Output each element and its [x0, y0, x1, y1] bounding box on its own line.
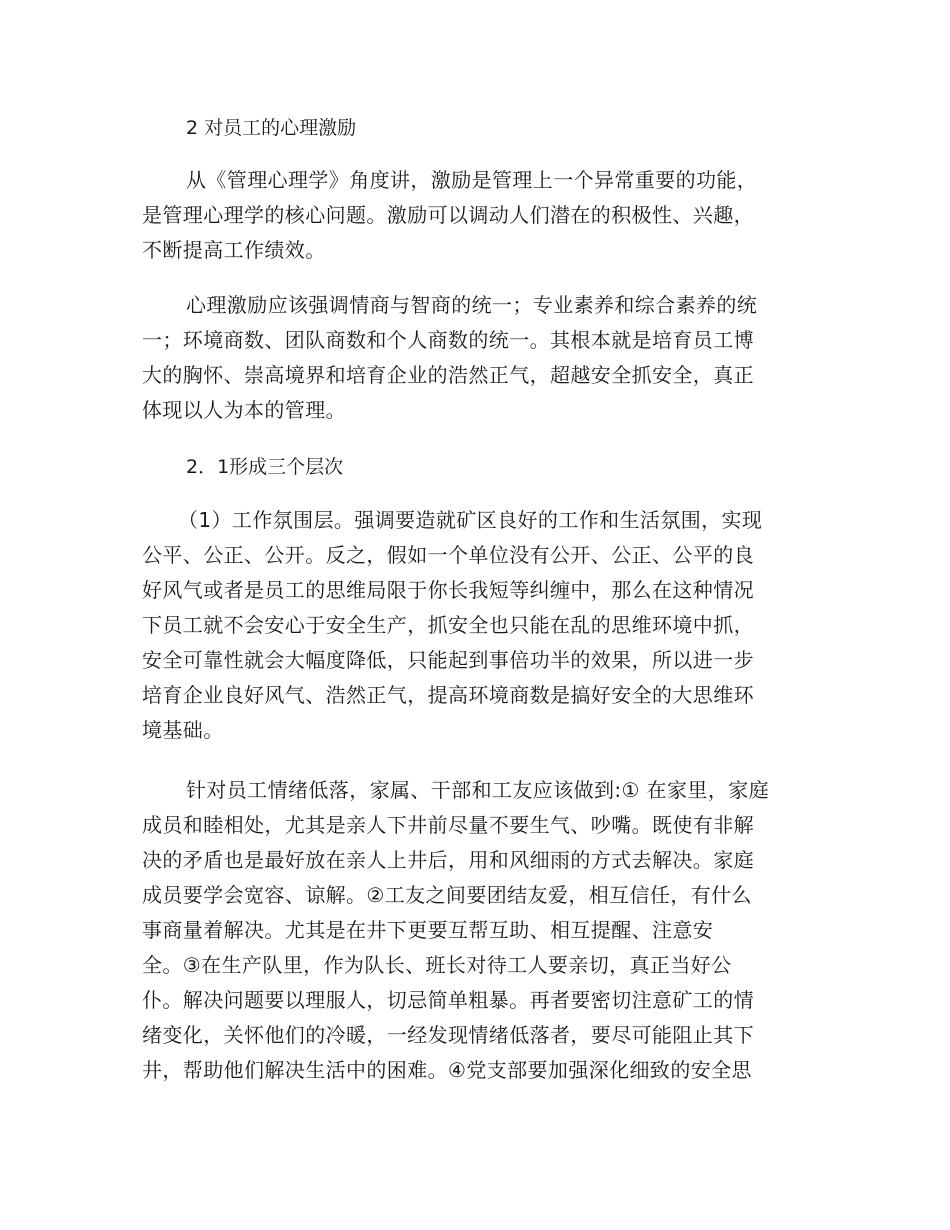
text-line: 培育企业良好风气、浩然正气，提高环境商数是搞好安全的大思维环	[142, 683, 754, 707]
text-line: 绪变化，关怀他们的冷暖，一经发现情绪低落者，要尽可能阻止其下	[142, 1023, 754, 1047]
text-line: 井，帮助他们解决生活中的困难。④党支部要加强深化细致的安全思	[142, 1058, 752, 1082]
text-line: 境基础。	[142, 718, 224, 742]
section-heading-2-1: 2．1形成三个层次	[186, 456, 344, 478]
text-line: 针对员工情绪低落，家属、干部和工友应该做到:① 在家里，家庭	[186, 778, 770, 802]
text-line: 一；环境商数、团队商数和个人商数的统一。其根本就是培育员工博	[142, 328, 754, 352]
text-line: （1）工作氛围层。强调要造就矿区良好的工作和生活氛围，实现	[178, 508, 763, 532]
section-heading-2: 2 对员工的心理激励	[186, 117, 357, 139]
text-line: 心理激励应该强调情商与智商的统一；专业素养和综合素养的统	[186, 293, 758, 317]
text-line: 是管理心理学的核心问题。激励可以调动人们潜在的积极性、兴趣，	[142, 203, 754, 227]
paragraph-low-mood-measures	[142, 773, 822, 1088]
text-line: 安全可靠性就会大幅度降低，只能起到事倍功半的效果，所以进一步	[142, 648, 754, 672]
paragraph-psychological-motivation	[142, 288, 822, 428]
text-line: 好风气或者是员工的思维局限于你长我短等纠缠中，那么在这种情况	[142, 578, 754, 602]
text-line: 下员工就不会安心于安全生产，抓安全也只能在乱的思维环境中抓，	[142, 613, 754, 637]
text-line: 成员要学会宽容、谅解。②工友之间要团结友爱，相互信任，有什么	[142, 883, 752, 907]
text-line: 全。③在生产队里，作为队长、班长对待工人要亲切，真正当好公	[142, 953, 732, 977]
text-line: 体现以人为本的管理。	[142, 398, 346, 422]
text-line: 大的胸怀、崇高境界和培育企业的浩然正气，超越安全抓安全，真正	[142, 363, 754, 387]
paragraph-motivation-definition	[142, 163, 822, 268]
paragraph-work-atmosphere	[142, 503, 822, 748]
text-line: 事商量着解决。尤其是在井下更要互帮互助、相互提醒、注意安	[142, 918, 714, 942]
text-line: 成员和睦相处，尤其是亲人下井前尽量不要生气、吵嘴。既使有非解	[142, 813, 754, 837]
text-line: 从《管理心理学》角度讲，激励是管理上一个异常重要的功能，	[186, 168, 758, 192]
text-line: 仆。解决问题要以理服人，切忌简单粗暴。再者要密切注意矿工的情	[142, 988, 754, 1012]
text-line: 决的矛盾也是最好放在亲人上井后，用和风细雨的方式去解决。家庭	[142, 848, 754, 872]
text-line: 不断提高工作绩效。	[142, 238, 326, 262]
text-line: 公平、公正、公开。反之，假如一个单位没有公开、公正、公平的良	[142, 543, 754, 567]
